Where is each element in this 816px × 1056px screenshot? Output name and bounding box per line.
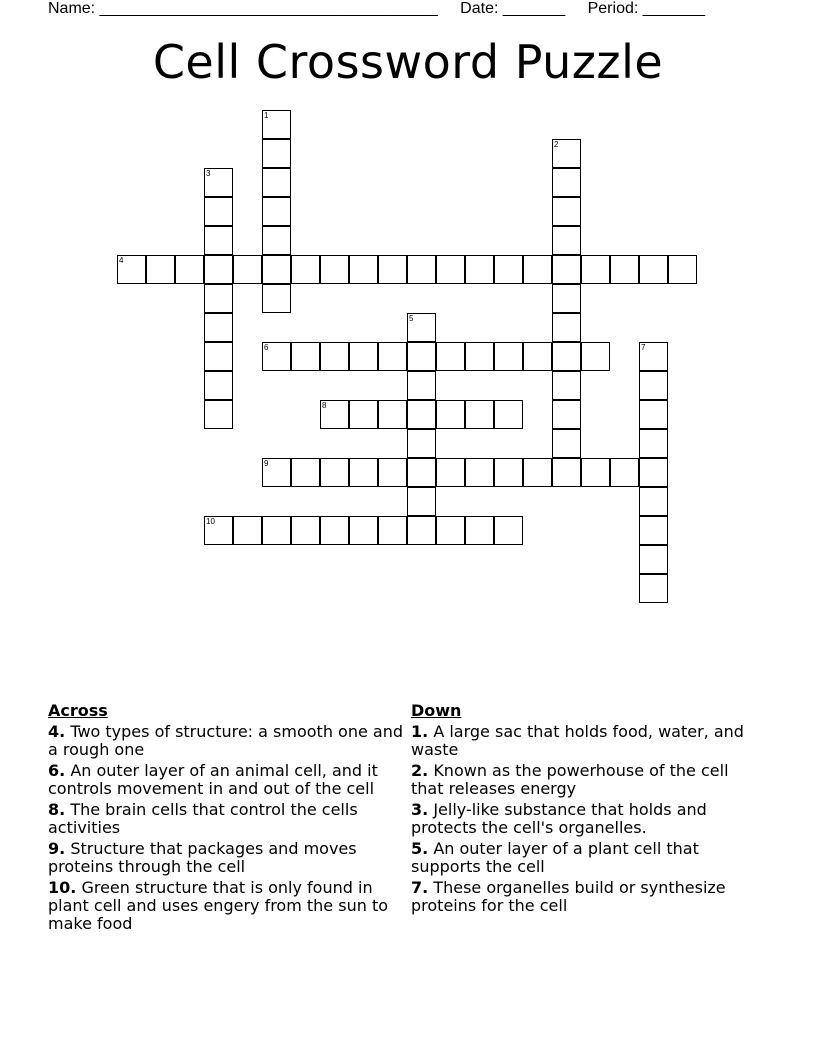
- cell-number: 10: [206, 517, 215, 526]
- clue-text: Green structure that is only found in plant cell and uses engery from the sun to make food: [48, 878, 388, 933]
- crossword-cell[interactable]: [378, 516, 407, 545]
- crossword-cell[interactable]: [407, 487, 436, 516]
- crossword-cell[interactable]: [465, 516, 494, 545]
- period-field-label[interactable]: Period: _______: [587, 0, 706, 17]
- crossword-cell[interactable]: [436, 255, 465, 284]
- cell-number: 8: [322, 401, 327, 410]
- crossword-cell[interactable]: [523, 255, 552, 284]
- crossword-cell[interactable]: [494, 400, 523, 429]
- crossword-cell[interactable]: [407, 400, 436, 429]
- crossword-cell[interactable]: [639, 400, 668, 429]
- crossword-cell[interactable]: [204, 255, 233, 284]
- clue-number: 7.: [411, 878, 429, 897]
- date-field-label[interactable]: Date: _______: [460, 0, 566, 17]
- crossword-cell[interactable]: [175, 255, 204, 284]
- cell-number: 3: [206, 169, 211, 178]
- crossword-cell[interactable]: [204, 284, 233, 313]
- crossword-cell[interactable]: [407, 342, 436, 371]
- crossword-cell[interactable]: [552, 429, 581, 458]
- crossword-cell[interactable]: [552, 371, 581, 400]
- crossword-cell[interactable]: [639, 545, 668, 574]
- crossword-cell[interactable]: [407, 371, 436, 400]
- crossword-cell[interactable]: [552, 197, 581, 226]
- clue-number: 4.: [48, 722, 66, 741]
- cell-number: 2: [554, 140, 559, 149]
- crossword-cell[interactable]: [436, 516, 465, 545]
- clue-text: An outer layer of a plant cell that supports the cell: [411, 839, 699, 876]
- crossword-cell[interactable]: [320, 342, 349, 371]
- crossword-cell[interactable]: [436, 342, 465, 371]
- crossword-cell[interactable]: [581, 342, 610, 371]
- clue-text: Jelly-like substance that holds and protects the cell's organelles.: [411, 800, 707, 837]
- crossword-cell[interactable]: [320, 255, 349, 284]
- crossword-cell[interactable]: [233, 516, 262, 545]
- crossword-cell[interactable]: [204, 400, 233, 429]
- crossword-cell[interactable]: [320, 516, 349, 545]
- crossword-cell[interactable]: [523, 342, 552, 371]
- crossword-cell[interactable]: [465, 400, 494, 429]
- cell-number: 5: [409, 314, 414, 323]
- crossword-cell[interactable]: [639, 371, 668, 400]
- crossword-cell[interactable]: [639, 516, 668, 545]
- name-field-label[interactable]: Name: ______________________________________: [48, 0, 438, 17]
- clue-down-1: [411, 723, 756, 759]
- crossword-cell[interactable]: [291, 458, 320, 487]
- clue-down-5: [411, 840, 756, 876]
- crossword-cell[interactable]: [262, 168, 291, 197]
- crossword-cell[interactable]: [610, 458, 639, 487]
- cell-number: 4: [119, 256, 124, 265]
- crossword-cell[interactable]: [465, 458, 494, 487]
- clue-number: 5.: [411, 839, 429, 858]
- page-title: Cell Crossword Puzzle: [152, 35, 664, 89]
- crossword-cell[interactable]: [146, 255, 175, 284]
- crossword-cell[interactable]: [378, 342, 407, 371]
- crossword-cell[interactable]: [262, 516, 291, 545]
- clue-across-9: [48, 840, 404, 876]
- crossword-cell[interactable]: [552, 458, 581, 487]
- crossword-cell[interactable]: [639, 574, 668, 603]
- clue-number: 1.: [411, 722, 429, 741]
- clue-down-7: [411, 879, 756, 915]
- clue-text: Two types of structure: a smooth one and a rough one: [48, 722, 404, 759]
- crossword-cell[interactable]: [494, 458, 523, 487]
- crossword-cell[interactable]: [494, 516, 523, 545]
- crossword-cell[interactable]: [349, 342, 378, 371]
- crossword-cell[interactable]: [262, 284, 291, 313]
- clue-down-3: [411, 801, 756, 837]
- crossword-cell[interactable]: [552, 284, 581, 313]
- clue-number: 3.: [411, 800, 429, 819]
- crossword-cell[interactable]: [668, 255, 697, 284]
- clue-number: 2.: [411, 761, 429, 780]
- down-clues: [411, 702, 756, 918]
- crossword-cell[interactable]: [494, 342, 523, 371]
- clue-number: 8.: [48, 800, 66, 819]
- crossword-cell[interactable]: [291, 342, 320, 371]
- crossword-cell[interactable]: [552, 342, 581, 371]
- crossword-cell[interactable]: [436, 458, 465, 487]
- clue-text: These organelles build or synthesize proteins for the cell: [411, 878, 726, 915]
- clue-across-6: [48, 762, 404, 798]
- clue-down-2: [411, 762, 756, 798]
- clue-across-8: [48, 801, 404, 837]
- crossword-cell[interactable]: [262, 226, 291, 255]
- clue-text: Known as the powerhouse of the cell that releases energy: [411, 761, 729, 798]
- crossword-cell[interactable]: [552, 255, 581, 284]
- crossword-cell[interactable]: [291, 516, 320, 545]
- clue-text: An outer layer of an animal cell, and it controls movement in and out of the cell: [48, 761, 378, 798]
- crossword-cell[interactable]: [552, 400, 581, 429]
- crossword-cell[interactable]: [639, 429, 668, 458]
- crossword-cell[interactable]: [378, 400, 407, 429]
- crossword-cell[interactable]: [581, 255, 610, 284]
- clue-text: Structure that packages and moves proteins through the cell: [48, 839, 357, 876]
- crossword-cell[interactable]: [465, 255, 494, 284]
- crossword-cell[interactable]: [639, 458, 668, 487]
- crossword-cell[interactable]: [552, 313, 581, 342]
- clue-number: 6.: [48, 761, 66, 780]
- cell-number: 6: [264, 343, 269, 352]
- crossword-cell[interactable]: [465, 342, 494, 371]
- crossword-cell[interactable]: [581, 458, 610, 487]
- crossword-cell[interactable]: [407, 458, 436, 487]
- across-clues: [48, 702, 404, 936]
- down-heading: Down: [411, 701, 462, 720]
- clue-number: 9.: [48, 839, 66, 858]
- crossword-cell[interactable]: [349, 255, 378, 284]
- clue-text: The brain cells that control the cells activities: [48, 800, 358, 837]
- across-heading: Across: [48, 701, 108, 720]
- crossword-cell[interactable]: [639, 487, 668, 516]
- crossword-cell[interactable]: [262, 197, 291, 226]
- crossword-cell[interactable]: [204, 342, 233, 371]
- crossword-cell[interactable]: [552, 168, 581, 197]
- crossword-cell[interactable]: [407, 516, 436, 545]
- crossword-cell[interactable]: [378, 458, 407, 487]
- crossword-cell[interactable]: [407, 429, 436, 458]
- crossword-cell[interactable]: [436, 400, 465, 429]
- crossword-cell[interactable]: [349, 458, 378, 487]
- crossword-cell[interactable]: [407, 255, 436, 284]
- crossword-cell[interactable]: [349, 400, 378, 429]
- crossword-cell[interactable]: [349, 516, 378, 545]
- crossword-cell[interactable]: [378, 255, 407, 284]
- crossword-cell[interactable]: [320, 458, 349, 487]
- crossword-cell[interactable]: [204, 371, 233, 400]
- crossword-cell[interactable]: [204, 313, 233, 342]
- clue-across-4: [48, 723, 404, 759]
- clue-text: A large sac that holds food, water, and waste: [411, 722, 744, 759]
- crossword-cell[interactable]: [523, 458, 552, 487]
- crossword-cell[interactable]: [262, 255, 291, 284]
- crossword-cell[interactable]: [291, 255, 320, 284]
- crossword-cell[interactable]: [233, 255, 262, 284]
- crossword-cell[interactable]: [639, 255, 668, 284]
- crossword-cell[interactable]: [552, 226, 581, 255]
- cell-number: 1: [264, 111, 269, 120]
- crossword-cell[interactable]: [204, 226, 233, 255]
- crossword-cell[interactable]: [262, 139, 291, 168]
- clue-across-10: [48, 879, 404, 933]
- crossword-cell[interactable]: [494, 255, 523, 284]
- cell-number: 7: [641, 343, 646, 352]
- clue-number: 10.: [48, 878, 77, 897]
- cell-number: 9: [264, 459, 269, 468]
- crossword-cell[interactable]: [204, 197, 233, 226]
- crossword-cell[interactable]: [610, 255, 639, 284]
